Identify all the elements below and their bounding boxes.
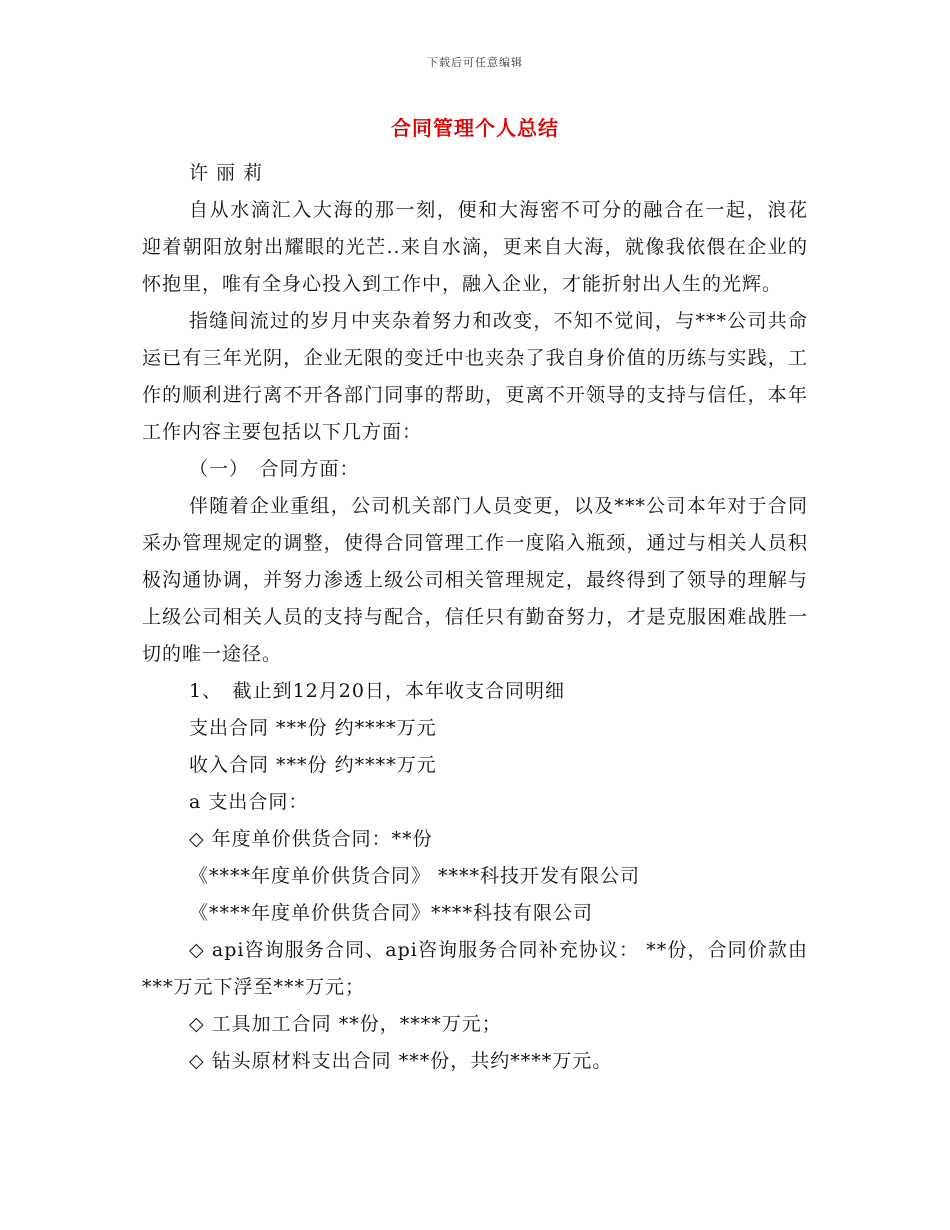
list-item: ◇ api咨询服务合同、api咨询服务合同补充协议： **份，合同价款由***万元下浮至***万元；: [142, 939, 808, 998]
list-item: 支出合同 ***份 约****万元: [189, 717, 437, 739]
list-item: 《****年度单价供货合同》 ****科技开发有限公司: [189, 865, 641, 887]
page-header-note: 下载后可任意编辑: [427, 56, 523, 69]
list-item: ◇ 工具加工合同 **份，****万元；: [189, 1013, 502, 1035]
list-item: 《****年度单价供货合同》****科技有限公司: [189, 902, 594, 924]
subsection-heading: a 支出合同：: [189, 791, 309, 813]
list-item: ◇ 钻头原材料支出合同 ***份，共约****万元。: [189, 1050, 613, 1072]
section-heading: （一） 合同方面：: [189, 458, 360, 480]
paragraph: 指缝间流过的岁月中夹杂着努力和改变，不知不觉间，与***公司共命运已有三年光阴，企业无限的变迁中也夹杂了我自身价值的历练与实践，工作的顺利进行离不开各部门同事的帮助，更离不开领导的支持与信任，本年工作内容主要包括以下几方面：: [142, 310, 808, 443]
paragraph: 伴随着企业重组，公司机关部门人员变更，以及***公司本年对于合同采办管理规定的调整，使得合同管理工作一度陷入瓶颈，通过与相关人员积极沟通协调，并努力渗透上级公司相关管理规定，最终得到了领导的理解与上级公司相关人员的支持与配合，信任只有勤奋努力，才是克服困难战胜一切的唯一途径。: [142, 495, 808, 665]
list-item: ◇ 年度单价供货合同：**份: [189, 828, 433, 850]
list-heading: 1、 截止到12月20日，本年收支合同明细: [189, 680, 565, 702]
document-body: [142, 155, 808, 1080]
list-item: 收入合同 ***份 约****万元: [189, 754, 437, 776]
author-line: 许 丽 莉: [189, 162, 264, 184]
paragraph: 自从水滴汇入大海的那一刻，便和大海密不可分的融合在一起，浪花迎着朝阳放射出耀眼的光芒..来自水滴，更来自大海，就像我依偎在企业的怀抱里，唯有全身心投入到工作中，融入企业，才能折射出人生的光辉。: [142, 199, 808, 295]
document-title: 合同管理个人总结: [391, 116, 559, 140]
